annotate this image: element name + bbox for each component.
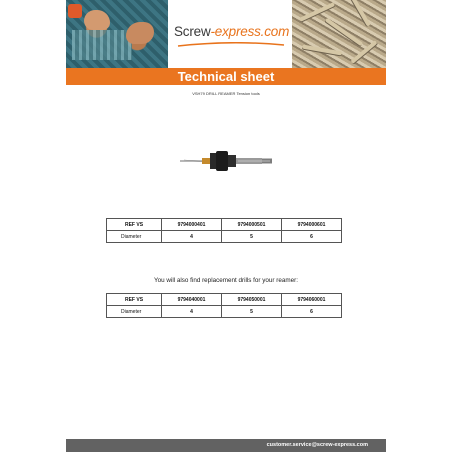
table-row [107, 306, 342, 318]
page-title: Technical sheet [66, 68, 386, 85]
replacement-drills-note: You will also find replacement drills for your reamer: [154, 277, 298, 284]
table-header-row [107, 219, 342, 231]
table-cell: 6 [282, 231, 342, 243]
table-header-cell: 9794000501 [222, 219, 282, 231]
row-label: Diameter [107, 231, 162, 243]
drill-reamer-image [178, 148, 274, 174]
table-header-cell: 9794000401 [162, 219, 222, 231]
table-header-row [107, 294, 342, 306]
logo [168, 0, 292, 68]
table-header-cell: 9794050001 [222, 294, 282, 306]
header-banner [66, 0, 386, 68]
table-header-cell: REF VS [107, 294, 162, 306]
product-subtitle: VSH79 DRILL REAMER Tension tools [192, 91, 260, 96]
table-header-cell: 9794000601 [282, 219, 342, 231]
footer-bar [66, 439, 386, 452]
table-header-cell: 9794060001 [282, 294, 342, 306]
table-cell: 6 [282, 306, 342, 318]
technical-sheet-page [66, 0, 386, 452]
footer-email-link[interactable]: customer.service@screw-express.com [266, 442, 368, 448]
table-cell: 4 [162, 231, 222, 243]
replacement-drills-table [106, 293, 342, 318]
reference-table [106, 218, 342, 243]
logo-text-express: -express.com [210, 24, 290, 39]
logo-swoosh-icon [176, 42, 286, 48]
screws-photo [292, 0, 386, 68]
logo-text-screw: Screw [174, 24, 211, 39]
row-label: Diameter [107, 306, 162, 318]
tools-photo [66, 0, 168, 68]
table-cell: 5 [222, 231, 282, 243]
table-cell: 4 [162, 306, 222, 318]
table-cell: 5 [222, 306, 282, 318]
table-row [107, 231, 342, 243]
table-header-cell: 9794040001 [162, 294, 222, 306]
table-header-cell: REF VS [107, 219, 162, 231]
